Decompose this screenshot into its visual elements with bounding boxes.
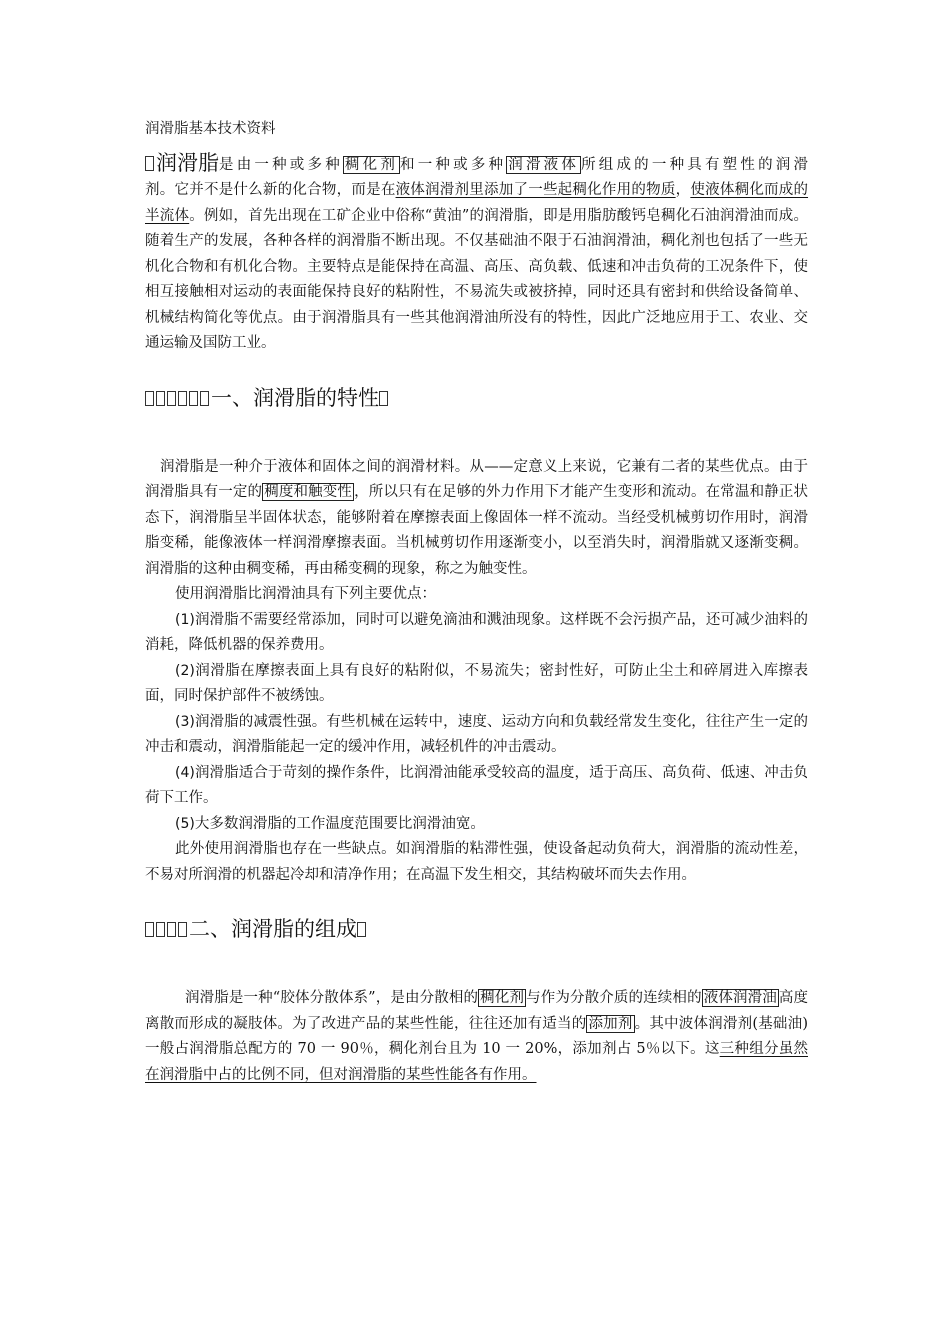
boxed-term: 稠化剂 bbox=[344, 157, 399, 173]
boxed-term: 稠化剂 bbox=[480, 990, 525, 1006]
document-title: 润滑脂基本技术资料 bbox=[145, 121, 276, 137]
section2-paragraph: 润滑脂是一种“胶体分散体系”，是由分散相的 稠化剂 与作为分散介质的连续相的 液体润滑油 高度离散而形成的凝肢体。为了改进产品的某些性能，往往还加有适当的 添加剂 。其中波体润滑剂(基础油)一般占润滑脂总配方的 70 一 90％，稠化剂台且为 10 一 20%，添加剂占 5％以下。这三种组分虽然在润滑脂中占的比例不同，但对润滑脂的某些性能各有作用。 bbox=[145, 990, 809, 1083]
section-heading-1: 一、润滑脂的特性 bbox=[145, 383, 808, 413]
intro-first-line: 润滑脂 是由一种或多种 稠化剂 和一种或多种 润滑液体 所组成的一种具有塑性的润滑 bbox=[145, 142, 808, 178]
document-page bbox=[145, 118, 808, 1088]
missing-glyph-icon bbox=[145, 156, 154, 171]
list-item: (5)大多数润滑脂的工作温度范围要比润滑油宽。 bbox=[175, 815, 485, 832]
section1-paragraph-1: 润滑脂是一种介于液体和固体之间的润滑材料。从——定意义上来说，它兼有二者的某些优点。由于润滑脂具有一定的 稠度和触变性 ，所以只有在足够的外力作用下才能产生变形和流动。在常温和静正状态下，润滑脂呈半固体状态，能够附着在摩擦表面上像固体一样不流动。当经受机械剪切作用时，润滑脂变稀，能像液体一样润滑摩擦表面。当机械剪切作用逐渐变小，以至消失时，润滑脂就又逐渐变稠。润滑脂的这种由稠变稀，再由稀变稠的现象，称之为触变性。 bbox=[145, 458, 809, 577]
list-item: (2)润滑脂在摩擦表面上具有良好的粘附似，不易流失；密封性好，可防止尘土和碎屑进入库擦表面，同时保护部件不被绣蚀。 bbox=[145, 662, 808, 704]
section1-paragraph-2: 使用润滑脂比润滑油具有下列主要优点： bbox=[175, 586, 436, 602]
underlined-phrase: 液体润滑剂里添加了一些起稠化作用的物质 bbox=[395, 182, 676, 198]
underlined-phrase: 三种组分虽然在润滑脂中占的比例不同，但对润滑脂的某些性能各有作用。 bbox=[145, 1041, 808, 1083]
intro-paragraph: 剂。它并不是什么新的化合物，而是在液体润滑剂里添加了一些起稠化作用的物质，使液体稠化而成的半流体。例如，首先出现在工矿企业中俗称“黄油”的润滑脂，即是用脂肪酸钙皂稠化石油润滑油而成。随着生产的发展，各种各样的润滑脂不断出现。不仅基础油不限于石油润滑油，稠化剂也包括了一些无机化合物和有机化合物。主要特点是能保持在高温、高压、高负载、低速和冲击负荷的工况条件下，使相互接触相对运动的表面能保持良好的粘附性，不易流失或被挤掉，同时还具有密封和供给设备简单、机械结构简化等优点。由于润滑脂具有一些其他润滑油所没有的特性，因此广泛地应用于工、农业、交通运输及国防工业。 bbox=[145, 182, 809, 351]
list-item: (3)润滑脂的减震性强。有些机械在运转中，速度、运动方向和负载经常发生变化，往往产生一定的冲击和震动，润滑脂能起一定的缓冲作用，减轻机件的冲击震动。 bbox=[145, 713, 808, 755]
section-heading-2: 二、润滑脂的组成 bbox=[145, 914, 808, 944]
boxed-term: 稠度和触变性 bbox=[264, 484, 353, 500]
boxed-term: 液体润滑油 bbox=[703, 990, 777, 1006]
list-item: (4)润滑脂适合于苛刻的操作条件，比润滑油能承受较高的温度，适于高压、高负荷、低速、冲击负荷下工作。 bbox=[145, 764, 808, 806]
underlined-phrase: 使液体稠化而成的半流体 bbox=[145, 182, 809, 224]
intro-term: 润滑脂 bbox=[145, 148, 219, 178]
list-item: (1)润滑脂不需要经常添加，同时可以避免滴油和溅油现象。这样既不会污损产品，还可减少油料的消耗，降低机器的保养费用。 bbox=[145, 611, 808, 653]
boxed-term: 添加剂 bbox=[588, 1015, 633, 1032]
boxed-term: 润滑液体 bbox=[508, 157, 580, 173]
section1-paragraph-3: 此外使用润滑脂也存在一些缺点。如润滑脂的粘滞性强，使设备起动负荷大，润滑脂的流动性差，不易对所润滑的机器起冷却和清净作用；在高温下发生相交，其结构破坏而失去作用。 bbox=[145, 841, 808, 883]
